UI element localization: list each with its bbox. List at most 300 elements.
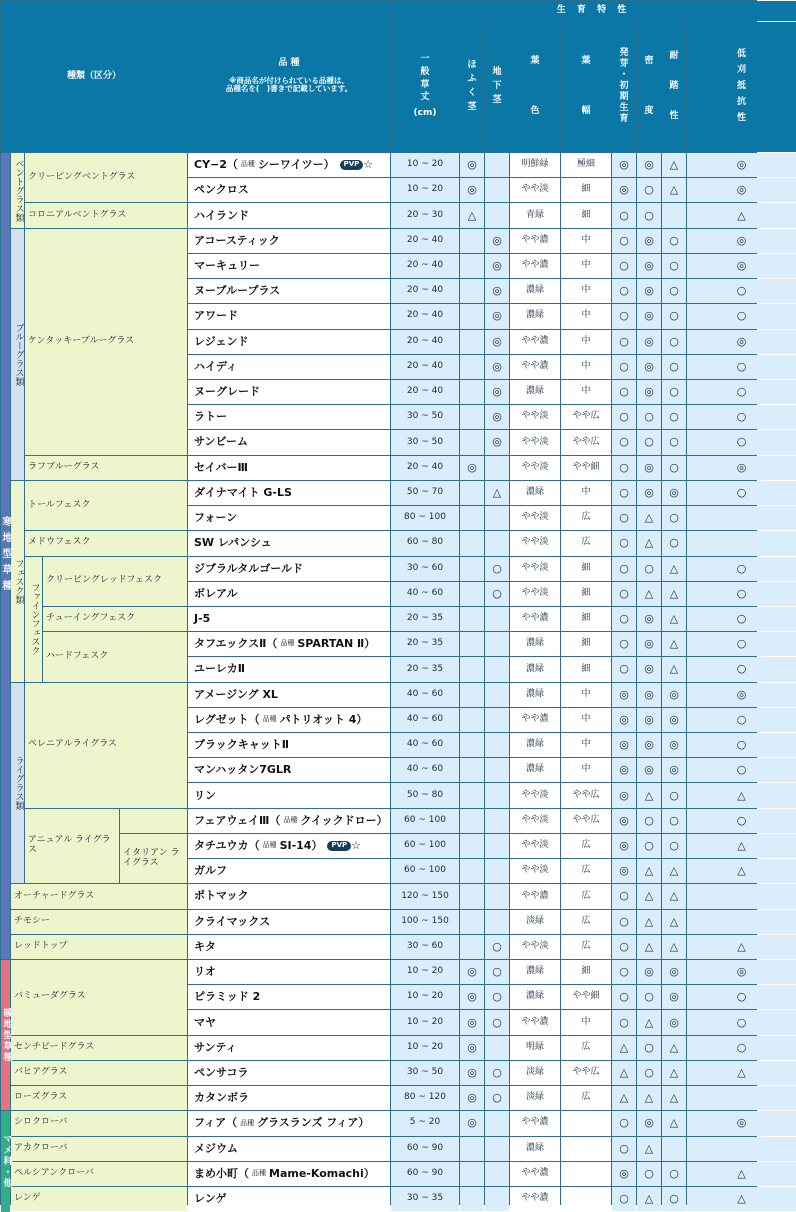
wear-cell: ◎: [662, 733, 686, 757]
mow-cell: ○: [687, 430, 796, 454]
variety-name-cell: [188, 229, 390, 253]
wear-cell: △: [662, 1036, 686, 1060]
germ-cell: ○: [612, 985, 636, 1009]
variety-name-cell: [188, 632, 390, 656]
width-cell: 広: [561, 834, 611, 858]
height-cell: 80 ~ 100: [391, 506, 459, 530]
trade-name: クイックドロー: [300, 813, 377, 827]
rhizome-cell: ○: [485, 557, 509, 581]
germ-cell: ○: [612, 456, 636, 480]
variety-name: アコースティック: [194, 233, 280, 247]
mow-cell: ◎: [687, 178, 796, 202]
height-cell: 30 ~ 50: [391, 405, 459, 429]
rhizome-cell: [485, 1111, 509, 1135]
variety-name: ダイナマイト G-LS: [194, 485, 292, 499]
stolon-cell: ◎: [460, 1111, 484, 1135]
variety-name-cell: [188, 733, 390, 757]
wear-cell: △: [662, 607, 686, 631]
height-cell: 60 ~ 90: [391, 1137, 459, 1161]
height-cell: 10 ~ 20: [391, 1010, 459, 1034]
mow-header-char: 低: [736, 49, 746, 60]
density-cell: ○: [637, 1162, 661, 1186]
variety-name-cell: [188, 1086, 390, 1110]
density-cell: ◎: [637, 758, 661, 782]
variety-name-cell: [188, 1111, 390, 1135]
germ-cell: ◎: [612, 683, 636, 707]
wear-cell: △: [662, 178, 686, 202]
germ-cell: ○: [612, 430, 636, 454]
width-cell: 中: [561, 733, 611, 757]
wear-cell: ○: [662, 355, 686, 379]
trade-name: Mame-Komachi: [269, 1166, 364, 1180]
variety-label-tag: 品種: [262, 715, 277, 724]
variety-name-cell: [188, 153, 390, 177]
variety-name: レジェンド: [194, 334, 249, 348]
wear-cell: ○: [662, 229, 686, 253]
wear-cell: ○: [662, 834, 686, 858]
density-cell: ○: [637, 834, 661, 858]
germ-cell: ○: [612, 657, 636, 681]
color-cell: やや濃: [510, 884, 560, 908]
wear-cell: ◎: [662, 683, 686, 707]
category-centipedegrass: センチピードグラス: [11, 1036, 187, 1060]
variety-name-cell: [188, 783, 390, 807]
height-cell: 80 ~ 120: [391, 1086, 459, 1110]
density-cell: △: [637, 1010, 661, 1034]
category-persian-clover: ペルシアンクローバ: [11, 1162, 187, 1186]
stolon-cell: [460, 809, 484, 833]
density-cell: ◎: [637, 607, 661, 631]
width-cell: 中: [561, 683, 611, 707]
wear-cell: △: [662, 582, 686, 606]
color-cell: やや淡: [510, 834, 560, 858]
wear-cell: ○: [662, 405, 686, 429]
rhizome-header-char: 茎: [492, 94, 502, 105]
density-cell: ◎: [637, 708, 661, 732]
germ-header-char: 生: [619, 102, 629, 113]
mow-cell: △: [687, 834, 796, 858]
color-cell: 濃緑: [510, 304, 560, 328]
stolon-cell: [460, 1162, 484, 1186]
mow-cell: [687, 531, 796, 555]
width-cell: 細: [561, 178, 611, 202]
mow-cell: △: [687, 935, 796, 959]
subgroup-fescue: フェスク類: [11, 481, 24, 682]
rhizome-cell: ○: [485, 1061, 509, 1085]
paren-close: ）: [364, 637, 376, 651]
variety-name-cell: [188, 506, 390, 530]
width-cell: やや広: [561, 783, 611, 807]
wear-tolerance-column-header: [662, 22, 686, 152]
variety-name: メジウム: [194, 1141, 238, 1155]
color-cell: やや濃: [510, 229, 560, 253]
variety-name-cell: [188, 1010, 390, 1034]
wear-cell: △: [662, 657, 686, 681]
mow-cell: ◎: [687, 683, 796, 707]
color-cell: 淡緑: [510, 910, 560, 934]
mow-cell: ◎: [687, 1111, 796, 1135]
density-cell: ◎: [637, 733, 661, 757]
height-cell: 10 ~ 20: [391, 153, 459, 177]
category-bermudagrass: バミューダグラス: [11, 960, 187, 1035]
rhizome-cell: [485, 708, 509, 732]
germ-cell: ○: [612, 582, 636, 606]
color-cell: やや濃: [510, 254, 560, 278]
variety-name: サンティ: [194, 1040, 237, 1054]
rhizome-cell: ◎: [485, 355, 509, 379]
category-red-clover: アカクローバ: [11, 1137, 187, 1161]
variety-name-cell: [188, 758, 390, 782]
variety-name-cell: [188, 884, 390, 908]
color-cell: やや淡: [510, 783, 560, 807]
paren-close: ）: [376, 813, 388, 827]
mow-cell: △: [687, 859, 796, 883]
variety-name-cell: [188, 304, 390, 328]
stolon-cell: [460, 783, 484, 807]
germ-header-char: 発: [619, 48, 629, 59]
variety-name: CY−2: [194, 158, 227, 172]
variety-name-cell: [188, 1061, 390, 1085]
width-cell: 広: [561, 531, 611, 555]
mow-cell: ◎: [687, 456, 796, 480]
germ-cell: ◎: [612, 834, 636, 858]
paren-open: （: [226, 158, 238, 172]
stolon-cell: ◎: [460, 1036, 484, 1060]
width-cell: 中: [561, 330, 611, 354]
stolon-cell: [460, 733, 484, 757]
category-colonial-bent: コロニアルベントグラス: [25, 203, 187, 227]
color-cell: 濃緑: [510, 960, 560, 984]
width-cell: 中: [561, 758, 611, 782]
wear-cell: △: [662, 910, 686, 934]
mow-cell: [687, 506, 796, 530]
mow-cell: ○: [687, 708, 796, 732]
density-cell: ○: [637, 985, 661, 1009]
width-cell: [561, 1111, 611, 1135]
variety-name: フィア: [194, 1116, 227, 1130]
width-cell: 中: [561, 355, 611, 379]
width-cell: 中: [561, 481, 611, 505]
stolon-column-header: [460, 22, 484, 152]
mow-header-char: 抗: [736, 96, 746, 107]
density-cell: ◎: [637, 279, 661, 303]
variety-name-cell: [188, 910, 390, 934]
variety-name: ヌーブループラス: [194, 284, 281, 298]
wear-cell: △: [662, 1086, 686, 1110]
height-cell: 20 ~ 30: [391, 203, 459, 227]
wear-cell: ○: [662, 1187, 686, 1211]
germ-cell: ○: [612, 1137, 636, 1161]
rhizome-cell: [485, 607, 509, 631]
variety-name-cell: [188, 960, 390, 984]
stolon-cell: [460, 330, 484, 354]
wear-cell: ○: [662, 254, 686, 278]
variety-name-cell: [188, 481, 390, 505]
mow-cell: ○: [687, 304, 796, 328]
germ-cell: ○: [612, 557, 636, 581]
rhizome-cell: [485, 1187, 509, 1211]
height-column-header: [391, 22, 459, 152]
paren-close: ）: [363, 1166, 375, 1180]
stolon-cell: [460, 935, 484, 959]
variety-name-cell: [188, 1187, 390, 1211]
wear-cell: ○: [662, 783, 686, 807]
width-cell: 中: [561, 254, 611, 278]
width-cell: 中: [561, 380, 611, 404]
variety-name-cell: [188, 1137, 390, 1161]
germ-cell: ○: [612, 531, 636, 555]
variety-name: ユーレカⅡ: [194, 662, 246, 676]
germ-cell: ◎: [612, 783, 636, 807]
germ-header-char: 芽: [619, 59, 629, 70]
height-cell: 10 ~ 20: [391, 178, 459, 202]
color-cell: やや濃: [510, 708, 560, 732]
width-cell: 極細: [561, 153, 611, 177]
density-cell: ○: [637, 1036, 661, 1060]
variety-note-line1: ※商品名が付けられている品種は、: [229, 76, 349, 86]
variety-header-label: 品 種: [278, 58, 300, 69]
density-cell: ◎: [637, 304, 661, 328]
variety-name: ピラミッド 2: [194, 990, 261, 1004]
height-cell: 30 ~ 35: [391, 1187, 459, 1211]
mow-cell: ○: [687, 632, 796, 656]
variety-name-cell: [188, 456, 390, 480]
wear-cell: △: [662, 859, 686, 883]
stolon-cell: [460, 304, 484, 328]
stolon-cell: [460, 254, 484, 278]
rhizome-cell: ◎: [485, 304, 509, 328]
wear-cell: ○: [662, 330, 686, 354]
mow-cell: ○: [687, 733, 796, 757]
variety-label-tag: 品種: [280, 639, 295, 648]
variety-name-cell: [188, 178, 390, 202]
color-cell: 濃緑: [510, 657, 560, 681]
width-cell: [561, 1137, 611, 1161]
subgroup-ryegrass: ライグラス類: [11, 683, 24, 884]
stolon-cell: ◎: [460, 178, 484, 202]
color-cell: やや淡: [510, 859, 560, 883]
paren-open: （: [248, 838, 260, 852]
mow-cell: ○: [687, 355, 796, 379]
height-cell: 60 ~ 80: [391, 531, 459, 555]
trade-name: シーワイツー: [257, 158, 324, 172]
density-cell: △: [637, 783, 661, 807]
width-cell: 細: [561, 557, 611, 581]
wear-cell: ◎: [662, 708, 686, 732]
variety-name: ハイランド: [194, 208, 249, 222]
variety-name-cell: [188, 809, 390, 833]
width-cell: 広: [561, 1036, 611, 1060]
height-cell: 50 ~ 70: [391, 481, 459, 505]
mow-cell: ○: [687, 758, 796, 782]
height-cell: 60 ~ 100: [391, 834, 459, 858]
rhizome-cell: [485, 783, 509, 807]
wear-cell: ◎: [662, 960, 686, 984]
density-cell: ○: [637, 178, 661, 202]
mow-cell: ○: [687, 380, 796, 404]
density-cell: ○: [637, 405, 661, 429]
variety-name-cell: [188, 557, 390, 581]
germ-cell: ○: [612, 203, 636, 227]
variety-name: レグゼット: [194, 712, 249, 726]
variety-name-cell: [188, 657, 390, 681]
variety-name: ハイディ: [194, 359, 238, 373]
height-cell: 40 ~ 60: [391, 582, 459, 606]
variety-name: ペンサコラ: [194, 1065, 249, 1079]
mow-header-char: 性: [736, 112, 746, 123]
color-cell: やや淡: [510, 582, 560, 606]
rhizome-cell: [485, 884, 509, 908]
rhizome-cell: ◎: [485, 405, 509, 429]
height-header-char: (cm): [413, 108, 437, 119]
germ-cell: ○: [612, 405, 636, 429]
stolon-cell: [460, 758, 484, 782]
variety-name-cell: [188, 254, 390, 278]
mow-cell: [687, 910, 796, 934]
leaf-color-column-header: [510, 22, 560, 152]
variety-name-cell: [188, 834, 390, 858]
trade-name: グラスランズ フィア: [257, 1116, 359, 1130]
color-cell: 淡緑: [510, 1061, 560, 1085]
width-cell: 細: [561, 960, 611, 984]
variety-name: リン: [194, 788, 216, 802]
group-legume-other: マメ科・他: [1, 1111, 10, 1212]
width-cell: 中: [561, 1010, 611, 1034]
subgroup-fine-fescue: ファインフェスク: [25, 557, 42, 682]
wear-cell: △: [662, 153, 686, 177]
variety-name: まめ小町: [194, 1166, 238, 1180]
height-cell: 20 ~ 35: [391, 607, 459, 631]
height-cell: 40 ~ 60: [391, 683, 459, 707]
density-cell: △: [637, 859, 661, 883]
width-cell: 中: [561, 229, 611, 253]
variety-name: タチユウカ: [194, 838, 249, 852]
width-cell: 広: [561, 884, 611, 908]
rhizome-cell: [485, 632, 509, 656]
height-cell: 40 ~ 60: [391, 758, 459, 782]
variety-name: ヌーグレード: [194, 385, 260, 399]
mow-cell: ○: [687, 481, 796, 505]
mow-cell: ◎: [687, 229, 796, 253]
rhizome-cell: ○: [485, 960, 509, 984]
rhizome-cell: [485, 910, 509, 934]
variety-name-cell: [188, 1162, 390, 1186]
variety-name-cell: [188, 330, 390, 354]
color-cell: 濃緑: [510, 481, 560, 505]
germ-header-char: 育: [619, 113, 629, 124]
paren-open: （: [248, 712, 260, 726]
germ-cell: ○: [612, 304, 636, 328]
category-kentucky-bluegrass: ケンタッキーブルーグラス: [25, 229, 187, 455]
variety-name-cell: [188, 380, 390, 404]
width-cell: 広: [561, 506, 611, 530]
color-cell: 淡緑: [510, 1086, 560, 1110]
color-cell: やや淡: [510, 456, 560, 480]
variety-name-cell: [188, 985, 390, 1009]
width-header-char: 幅: [581, 106, 591, 116]
wear-header-char: 耐: [669, 51, 679, 62]
rhizome-cell: ○: [485, 582, 509, 606]
width-cell: 中: [561, 279, 611, 303]
variety-name: SW レパンシュ: [194, 536, 272, 550]
color-cell: やや濃: [510, 355, 560, 379]
germ-header-char: 期: [619, 91, 629, 102]
stolon-cell: ◎: [460, 1061, 484, 1085]
height-header-char: 一: [420, 53, 430, 64]
germ-cell: ○: [612, 910, 636, 934]
density-cell: ○: [637, 203, 661, 227]
wear-cell: [662, 203, 686, 227]
stolon-cell: [460, 708, 484, 732]
paren-close: ）: [356, 712, 368, 726]
category-rhodesgrass: ローズグラス: [11, 1086, 187, 1110]
rhizome-cell: [485, 809, 509, 833]
rhizome-cell: [485, 1036, 509, 1060]
height-cell: 20 ~ 35: [391, 632, 459, 656]
rhizome-cell: [485, 506, 509, 530]
variety-name-cell: [188, 683, 390, 707]
germ-cell: △: [612, 1061, 636, 1085]
stolon-cell: ◎: [460, 1086, 484, 1110]
stolon-cell: [460, 884, 484, 908]
rhizome-cell: [485, 178, 509, 202]
germ-cell: ○: [612, 279, 636, 303]
germ-cell: ◎: [612, 153, 636, 177]
category-redtop: レッドトップ: [11, 935, 187, 959]
variety-column-header: [188, 1, 390, 152]
category-annual-blank: [120, 809, 187, 833]
stolon-cell: [460, 1137, 484, 1161]
rhizome-cell: ○: [485, 1086, 509, 1110]
color-cell: 明鮮緑: [510, 153, 560, 177]
germ-cell: ○: [612, 884, 636, 908]
height-cell: 20 ~ 35: [391, 657, 459, 681]
color-cell: やや淡: [510, 430, 560, 454]
stolon-cell: [460, 355, 484, 379]
wear-cell: ○: [662, 506, 686, 530]
width-cell: 細: [561, 203, 611, 227]
variety-name: J-5: [194, 612, 211, 625]
wear-cell: ○: [662, 430, 686, 454]
density-cell: ◎: [637, 153, 661, 177]
density-cell: △: [637, 531, 661, 555]
wear-cell: ◎: [662, 481, 686, 505]
germ-cell: ◎: [612, 733, 636, 757]
height-cell: 40 ~ 60: [391, 708, 459, 732]
height-cell: 100 ~ 150: [391, 910, 459, 934]
variety-name: リオ: [194, 965, 216, 979]
germ-cell: ○: [612, 380, 636, 404]
germ-cell: ◎: [612, 178, 636, 202]
color-cell: 濃緑: [510, 733, 560, 757]
germ-cell: ○: [612, 254, 636, 278]
variety-name: ボレアル: [194, 586, 238, 600]
germ-cell: ○: [612, 481, 636, 505]
color-cell: やや濃: [510, 1187, 560, 1211]
color-cell: やや濃: [510, 1111, 560, 1135]
variety-name-cell: [188, 430, 390, 454]
variety-name-cell: [188, 203, 390, 227]
color-cell: やや濃: [510, 1162, 560, 1186]
mow-cell: △: [687, 1162, 796, 1186]
width-cell: 広: [561, 1086, 611, 1110]
variety-name-cell: [188, 279, 390, 303]
variety-name: マヤ: [194, 1015, 216, 1029]
variety-name: カタンボラ: [194, 1091, 249, 1105]
wear-cell: ○: [662, 809, 686, 833]
stolon-header-char: ほ: [467, 60, 477, 71]
density-header-char: 度: [644, 106, 654, 116]
